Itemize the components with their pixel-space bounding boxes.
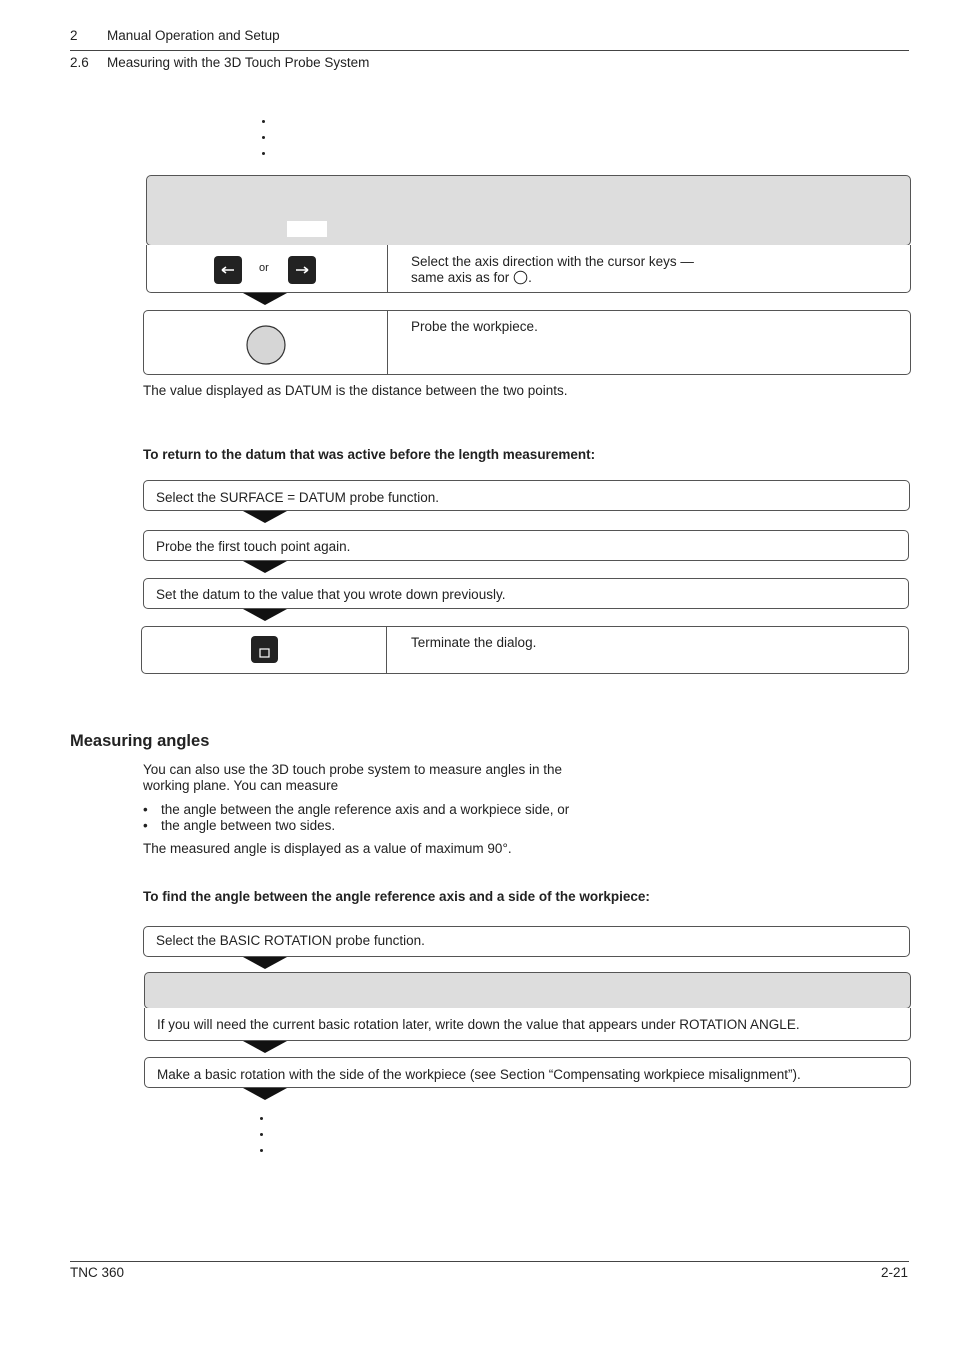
- find-angle-heading: To find the angle between the angle reference axis and a side of the workpiece:: [143, 889, 650, 904]
- return-step-3-text: Set the datum to the value that you wrote down previously.: [156, 587, 506, 602]
- screen-display-box: [146, 175, 911, 246]
- angle-step-2: [144, 1008, 911, 1041]
- screen-display-box-2: [144, 972, 911, 1009]
- return-step-2: [143, 530, 909, 561]
- cursor-step-desc-suffix: .: [528, 270, 532, 285]
- section-heading-measuring-angles: Measuring angles: [70, 732, 210, 750]
- section-number: 2.6: [70, 55, 89, 70]
- footer-page-number: 2-21: [880, 1265, 908, 1280]
- chapter-title: Manual Operation and Setup: [107, 28, 280, 43]
- step-divider: [387, 245, 388, 292]
- flow-arrow: [243, 561, 287, 573]
- bullet-item-2: the angle between two sides.: [161, 818, 336, 833]
- probe-start-button[interactable]: [245, 324, 287, 366]
- chapter-number: 2: [70, 28, 78, 43]
- step-cursor-keys: [146, 245, 911, 293]
- end-key[interactable]: [251, 636, 278, 663]
- datum-note: The value displayed as DATUM is the distance between the two points.: [143, 383, 568, 398]
- footer-model: TNC 360: [70, 1265, 125, 1280]
- flow-arrow: [243, 609, 287, 621]
- flow-arrow: [243, 511, 287, 523]
- angles-intro-line2: working plane. You can measure: [143, 778, 339, 793]
- step-divider: [386, 627, 387, 673]
- bullet-marker: •: [143, 818, 148, 833]
- cursor-step-desc-line1: Select the axis direction with the cursor keys —: [411, 254, 694, 269]
- continuation-dots-top: [262, 120, 268, 168]
- arrow-right-icon: [288, 256, 316, 284]
- flow-arrow: [243, 957, 287, 969]
- angle-step-1: [143, 926, 910, 957]
- probe-step-desc: Probe the workpiece.: [411, 319, 538, 334]
- terminate-step-desc: Terminate the dialog.: [411, 635, 537, 650]
- arrow-left-icon: [214, 256, 242, 284]
- or-label: or: [259, 262, 269, 274]
- footer-rule: [70, 1261, 909, 1262]
- return-step-3: [143, 578, 909, 609]
- step-probe: [143, 310, 911, 375]
- cursor-step-desc-prefix: same axis as for: [411, 270, 510, 285]
- angle-step-1-text: Select the BASIC ROTATION probe function.: [156, 933, 425, 948]
- bullet-item-1: the angle between the angle reference axis and a workpiece side, or: [161, 802, 570, 817]
- cursor-left-key[interactable]: [214, 256, 242, 284]
- return-step-1: [143, 480, 910, 511]
- end-square-icon: [251, 636, 278, 663]
- flow-arrow: [243, 1088, 287, 1100]
- cursor-right-key[interactable]: [288, 256, 316, 284]
- bullet-marker: •: [143, 802, 148, 817]
- angle-step-3-text: Make a basic rotation with the side of the workpiece (see Section “Compensating workpiece misalignment”).: [157, 1067, 801, 1082]
- angles-intro-line1: You can also use the 3D touch probe system to measure angles in the: [143, 762, 563, 777]
- continuation-dots-bottom: [260, 1117, 266, 1165]
- cursor-step-desc-line2: [411, 270, 532, 286]
- angle-step-3: [144, 1057, 911, 1088]
- angle-step-2-text: If you will need the current basic rotation later, write down the value that appears under ROTATION ANGLE.: [157, 1017, 800, 1032]
- return-step-1-text: Select the SURFACE = DATUM probe function.: [156, 490, 439, 505]
- step-terminate: [141, 626, 909, 674]
- return-step-2-text: Probe the first touch point again.: [156, 539, 351, 554]
- angles-max-note: The measured angle is displayed as a value of maximum 90°.: [143, 841, 512, 856]
- flow-arrow: [243, 1041, 287, 1053]
- screen-input-field: [287, 221, 327, 237]
- step-divider: [387, 311, 388, 374]
- flow-arrow: [243, 293, 287, 305]
- header-rule: [70, 50, 909, 51]
- return-heading: To return to the datum that was active before the length measurement:: [143, 447, 596, 462]
- probe-circle-icon: [513, 270, 528, 285]
- section-title: Measuring with the 3D Touch Probe System: [107, 55, 370, 70]
